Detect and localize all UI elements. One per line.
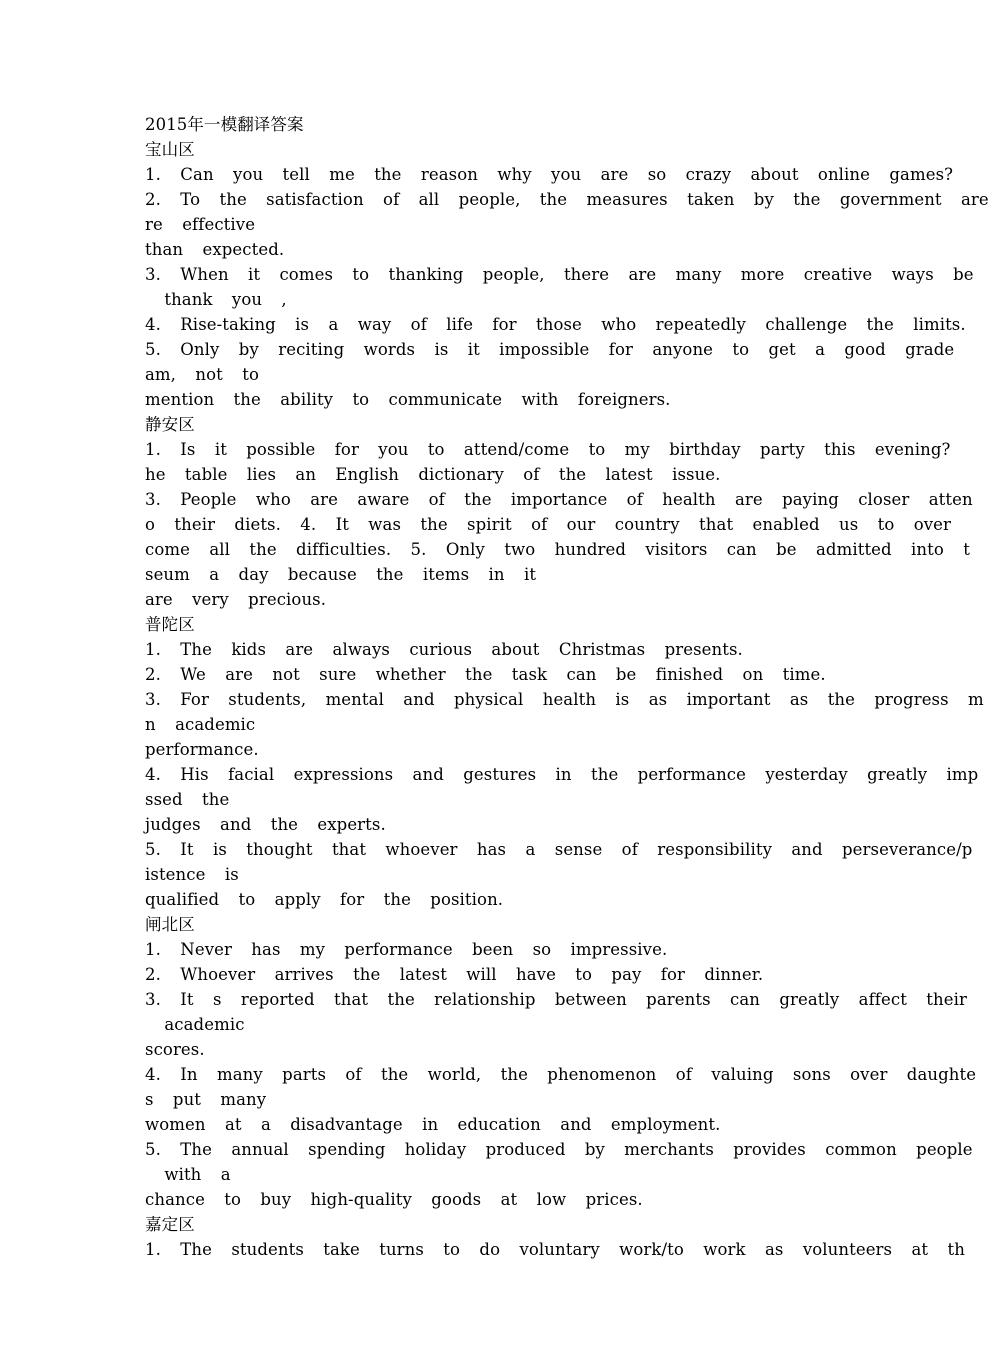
text-line: performance. (145, 740, 259, 759)
section-heading-jingan: 静安区 (145, 415, 195, 434)
section-heading-putuo: 普陀区 (145, 615, 195, 634)
text-line: 3. When it comes to thanking people, there are many more creative ways be (145, 265, 974, 284)
text-line: 1. Is it possible for you to attend/come to my birthday party this evening? (145, 440, 951, 459)
text-line: with a (145, 1165, 231, 1184)
section-heading-baoshan: 宝山区 (145, 140, 195, 159)
text-line: 1. Can you tell me the reason why you are so crazy about online games? (145, 165, 954, 184)
text-line: scores. (145, 1040, 205, 1059)
text-line: 2. Whoever arrives the latest will have to pay for dinner. (145, 965, 764, 984)
text-line: istence is (145, 865, 239, 884)
text-line: 1. The students take turns to do voluntary work/to work as volunteers at th (145, 1240, 965, 1259)
document-page (145, 112, 989, 1259)
text-line: 4. In many parts of the world, the phenomenon of valuing sons over daughte (145, 1065, 977, 1084)
text-line: come all the difficulties. 5. Only two hundred visitors can be admitted into t (145, 540, 970, 559)
text-line: 1. The kids are always curious about Christmas presents. (145, 640, 743, 659)
text-line: qualified to apply for the position. (145, 890, 504, 909)
text-line: o their diets. 4. It was the spirit of our country that enabled us to over (145, 515, 952, 534)
text-line: mention the ability to communicate with foreigners. (145, 390, 671, 409)
text-line: 2. To the satisfaction of all people, the measures taken by the government are (145, 190, 989, 209)
text-line: 3. People who are aware of the importance of health are paying closer atten (145, 490, 973, 509)
text-line: 4. Rise-taking is a way of life for those who repeatedly challenge the limits. (145, 315, 966, 334)
text-line: seum a day because the items in it (145, 565, 537, 584)
text-line: ssed the (145, 790, 230, 809)
text-line: thank you , (145, 290, 287, 309)
section-heading-jiading: 嘉定区 (145, 1215, 195, 1234)
section-heading-zhabei: 闸北区 (145, 915, 195, 934)
text-line: academic (145, 1015, 245, 1034)
text-line: 3. For students, mental and physical health is as important as the progress m (145, 690, 984, 709)
text-line: am, not to (145, 365, 259, 384)
document-title: 2015年一模翻译答案 (145, 115, 304, 134)
text-line: than expected. (145, 240, 285, 259)
text-line: 5. The annual spending holiday produced by merchants provides common people (145, 1140, 973, 1159)
text-line: 5. Only by reciting words is it impossible for anyone to get a good grade (145, 340, 955, 359)
text-line: he table lies an English dictionary of the latest issue. (145, 465, 721, 484)
text-line: judges and the experts. (145, 815, 386, 834)
text-line: 3. It s reported that the relationship between parents can greatly affect their (145, 990, 967, 1009)
text-line: 4. His facial expressions and gestures in the performance yesterday greatly imp (145, 765, 979, 784)
text-line: chance to buy high-quality goods at low prices. (145, 1190, 643, 1209)
text-line: women at a disadvantage in education and employment. (145, 1115, 721, 1134)
text-line: re effective (145, 215, 256, 234)
text-line: are very precious. (145, 590, 327, 609)
text-line: 5. It is thought that whoever has a sense of responsibility and perseverance/p (145, 840, 973, 859)
text-line: s put many (145, 1090, 267, 1109)
text-line: 2. We are not sure whether the task can be finished on time. (145, 665, 826, 684)
text-line: 1. Never has my performance been so impressive. (145, 940, 668, 959)
text-line: n academic (145, 715, 256, 734)
